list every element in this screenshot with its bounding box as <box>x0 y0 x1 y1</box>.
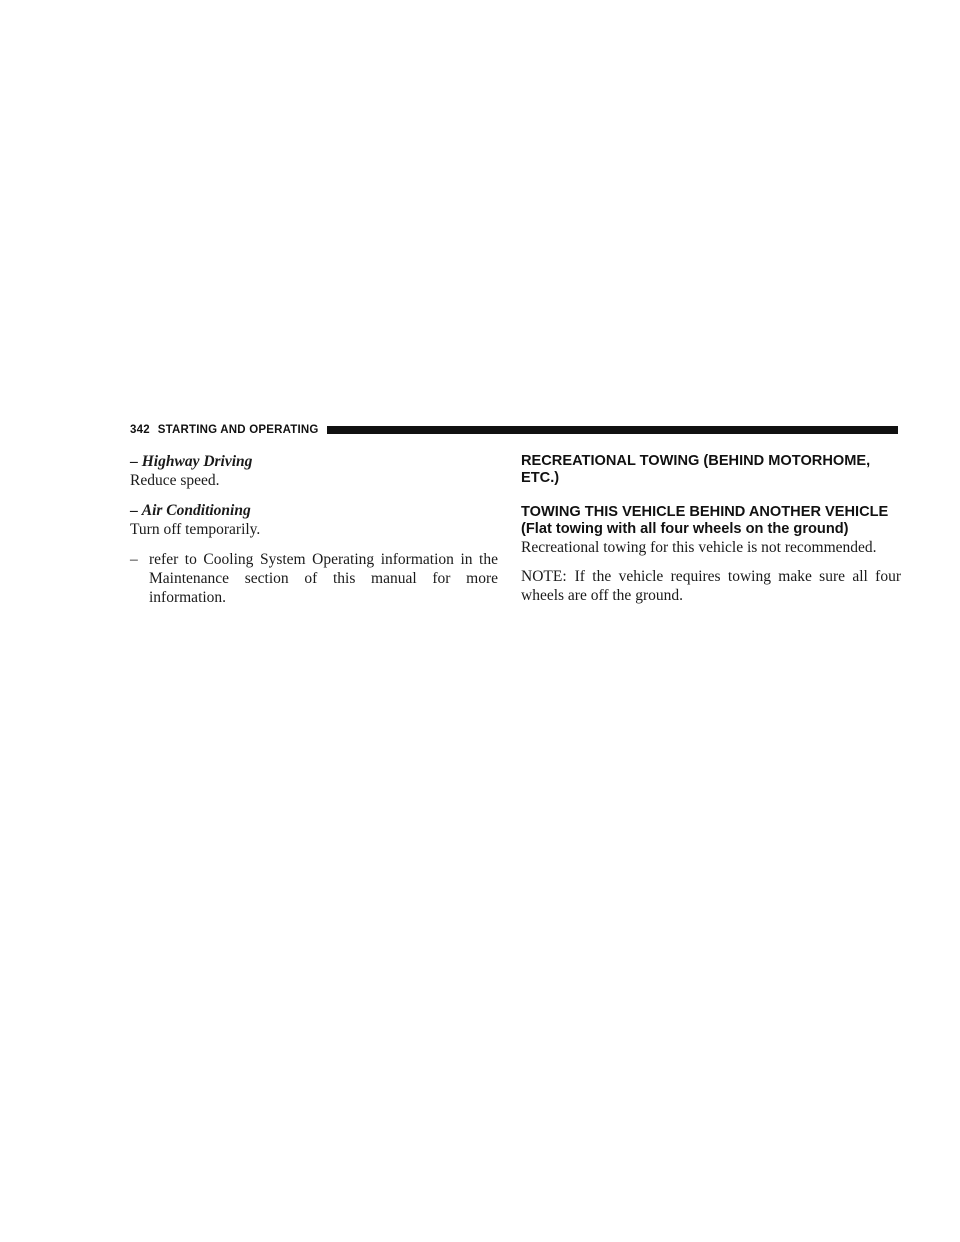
left-column <box>130 452 498 607</box>
item-title-text: Highway Driving <box>141 453 253 470</box>
item-title-air-conditioning <box>130 501 498 520</box>
note-paragraph <box>521 567 901 605</box>
page-number: 342 <box>130 424 150 436</box>
bullet-text: refer to Cooling System Operating information in the Maintenance section of this manual for more information. <box>149 551 498 606</box>
item-title-text: Air Conditioning <box>141 502 251 519</box>
dash-glyph: – <box>130 453 138 470</box>
towing-paragraph: Recreational towing for this vehicle is not recommended. <box>521 539 877 556</box>
note-text: If the vehicle requires towing make sure all four wheels are off the ground. <box>521 568 901 604</box>
page-header <box>130 423 898 437</box>
item-title-highway-driving <box>130 452 498 471</box>
dash-glyph: – <box>130 551 138 568</box>
heading-towing-behind-vehicle: TOWING THIS VEHICLE BEHIND ANOTHER VEHICLE (Flat towing with all four wheels on the ground) <box>521 504 889 537</box>
dash-glyph: – <box>130 502 138 519</box>
right-column <box>521 453 901 615</box>
heading-recreational-towing: RECREATIONAL TOWING (BEHIND MOTORHOME, ETC.) <box>521 453 871 486</box>
item-text-turn-off: Turn off temporarily. <box>130 521 261 538</box>
header-rule <box>327 426 898 434</box>
note-label: NOTE: <box>521 568 567 585</box>
section-title: STARTING AND OPERATING <box>157 424 319 436</box>
bullet-cooling-system <box>130 550 498 607</box>
item-text-reduce-speed: Reduce speed. <box>130 472 220 489</box>
